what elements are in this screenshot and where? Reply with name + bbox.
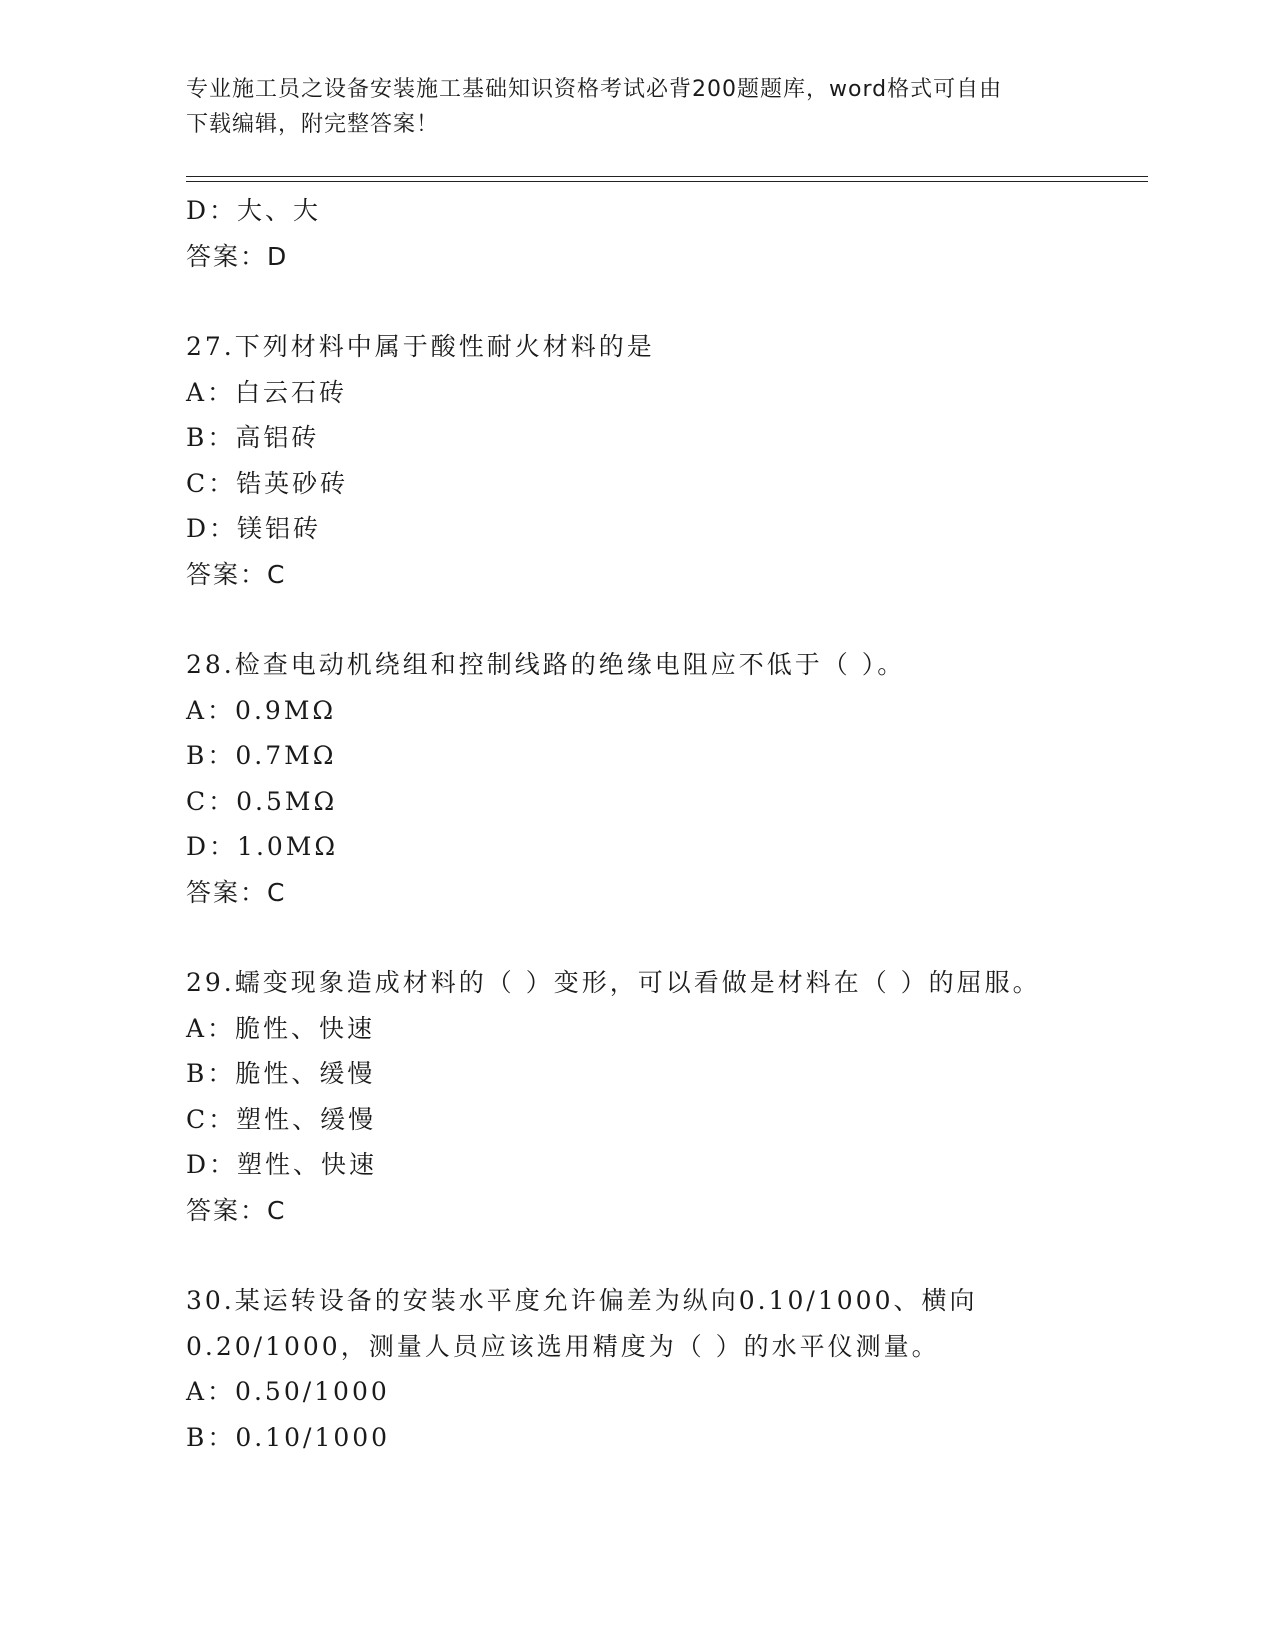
option-d: D：1.0MΩ [186,832,339,861]
header-title-line-2: 下载编辑，附完整答案！ [186,112,440,137]
option-d: D：大、大 [186,196,322,225]
option-a: A：0.50/1000 [186,1377,390,1406]
option-c: C：锆英砂砖 [186,468,349,498]
option-c: C：塑性、缓慢 [186,1104,377,1134]
question-28 [186,642,1146,915]
question-stem: 27.下列材料中属于酸性耐火材料的是 [186,332,655,361]
question-30 [186,1278,1146,1460]
option-b: B：高铝砖 [186,423,320,452]
option-b: B：脆性、缓慢 [186,1059,376,1088]
document-body [186,188,1146,1460]
question-stem-line-2: 0.20/1000，测量人员应该选用精度为（ ）的水平仪测量。 [186,1331,940,1361]
option-d: D：塑性、快速 [186,1150,378,1179]
question-stem: 29.蠕变现象造成材料的（ ）变形，可以看做是材料在（ ）的屈服。 [186,968,1041,997]
option-b: B：0.10/1000 [186,1422,391,1452]
header-divider-top [186,176,1148,177]
header-divider-bottom [186,181,1148,182]
option-d: D：镁铝砖 [186,514,322,543]
header-title-line-1: 专业施工员之设备安装施工基础知识资格考试必背200题题库，word格式可自由 [186,77,1003,102]
option-a: A：脆性、快速 [186,1013,376,1043]
option-a: A：0.9MΩ [186,695,337,725]
question-spacer [186,279,1146,324]
answer: 答案：C [186,877,287,907]
question-stem-line-1: 30.某运转设备的安装水平度允许偏差为纵向0.10/1000、横向 [186,1286,978,1315]
question-stem: 28.检查电动机绕组和控制线路的绝缘电阻应不低于（ ）。 [186,650,906,679]
question-29 [186,960,1146,1233]
answer: 答案：C [186,559,287,589]
option-c: C：0.5MΩ [186,786,338,816]
question-spacer [186,597,1146,642]
answer: 答案：C [186,1195,287,1225]
page-header [186,72,1086,142]
option-b: B：0.7MΩ [186,741,337,770]
option-a: A：白云石砖 [186,377,348,407]
question-27 [186,324,1146,597]
question-spacer [186,915,1146,960]
question-spacer [186,1233,1146,1278]
answer: 答案：D [186,241,289,271]
